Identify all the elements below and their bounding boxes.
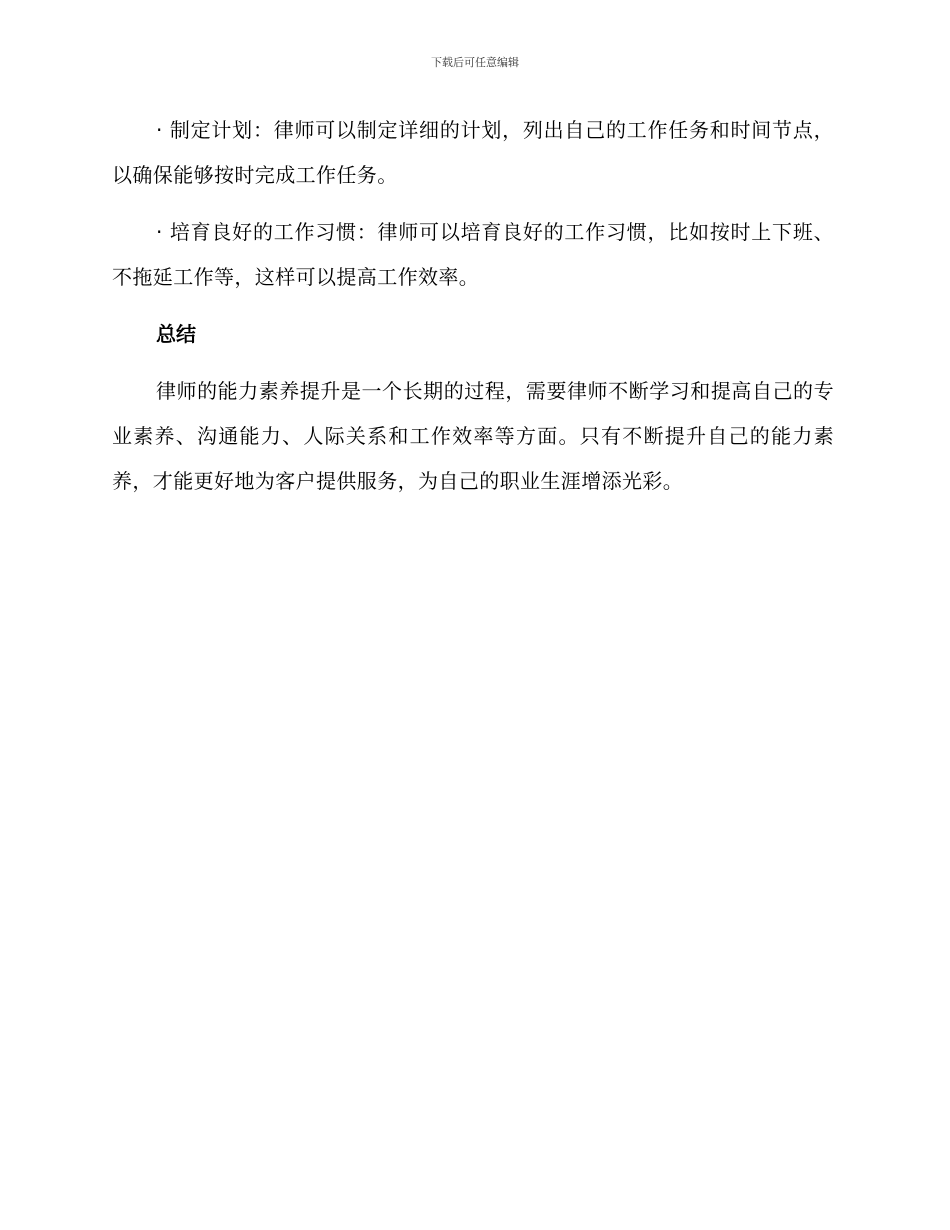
header-note: 下载后可任意编辑 (431, 56, 519, 69)
bullet-plan: · 制定计划：律师可以制定详细的计划，列出自己的工作任务和时间节点，以确保能够按时完成工作任务。 (112, 118, 834, 187)
summary-paragraph: 律师的能力素养提升是一个长期的过程，需要律师不断学习和提高自己的专业素养、沟通能力、人际关系和工作效率等方面。只有不断提升自己的能力素养，才能更好地为客户提供服务，为自己的职业生涯增添光彩。 (112, 379, 834, 493)
document-body (112, 108, 834, 504)
summary-heading: 总结 (156, 322, 196, 346)
bullet-habit: · 培育良好的工作习惯：律师可以培育良好的工作习惯，比如按时上下班、不拖延工作等，这样可以提高工作效率。 (112, 220, 834, 289)
